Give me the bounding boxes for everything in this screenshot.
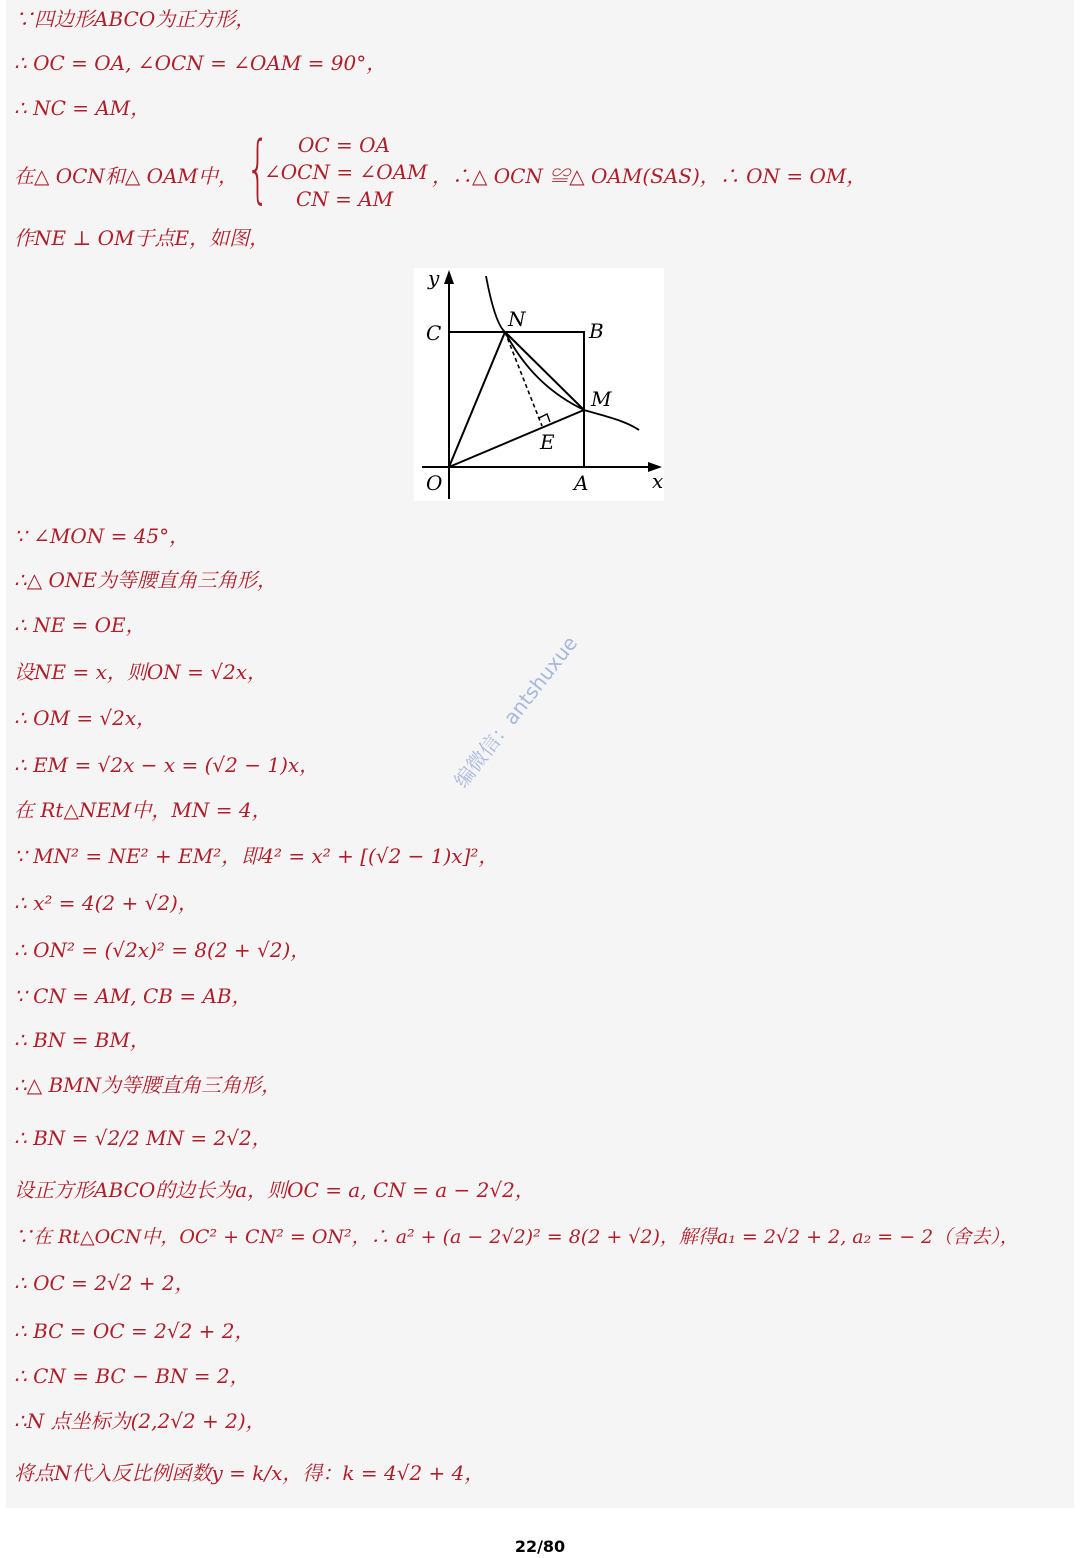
segment-NM bbox=[505, 332, 584, 410]
label-E: E bbox=[540, 430, 555, 454]
label-O: O bbox=[426, 471, 443, 495]
label-y: y bbox=[428, 268, 440, 290]
line-11: 在 Rt△NEM中，MN = 4， bbox=[14, 798, 272, 822]
watermark: 编微信：antshuxue bbox=[449, 631, 583, 793]
line-3: ∴ NC = AM， bbox=[14, 96, 151, 120]
line-4: 作NE ⊥ OM于点E，如图， bbox=[14, 226, 270, 250]
label-A: A bbox=[574, 471, 589, 495]
hyperbola-curve bbox=[486, 276, 639, 430]
line-7: ∴ NE = OE， bbox=[14, 613, 146, 637]
line-6: ∴△ ONE为等腰直角三角形， bbox=[14, 568, 277, 592]
label-M: M bbox=[591, 387, 612, 411]
segment-NE-dashed bbox=[505, 332, 542, 426]
line-19: 设正方形ABCO的边长为a，则OC = a, CN = a − 2√2， bbox=[14, 1178, 535, 1202]
system-lead: 在△ OCN和△ OAM中， bbox=[14, 164, 238, 188]
line-22: ∴ BC = OC = 2√2 + 2， bbox=[14, 1319, 255, 1343]
congruence-system bbox=[14, 126, 1074, 213]
line-17: ∴△ BMN为等腰直角三角形， bbox=[14, 1073, 282, 1097]
system-brace: { bbox=[246, 126, 270, 212]
line-25: 将点N代入反比例函数y = k/x，得：k = 4√2 + 4， bbox=[14, 1461, 485, 1485]
right-angle-mark bbox=[539, 414, 550, 422]
line-14: ∴ ON² = (√2x)² = 8(2 + √2)， bbox=[14, 938, 311, 962]
y-axis-arrow bbox=[444, 270, 454, 284]
line-23: ∴ CN = BC − BN = 2， bbox=[14, 1364, 250, 1388]
geometry-figure bbox=[414, 268, 664, 501]
line-5: ∵ ∠MON = 45°， bbox=[14, 524, 190, 548]
line-12: ∵ MN² = NE² + EM²，即4² = x² + [(√2 − 1)x]²， bbox=[14, 844, 499, 868]
line-18: ∴ BN = √2/2 MN = 2√2， bbox=[14, 1126, 272, 1150]
line-16: ∴ BN = BM， bbox=[14, 1028, 150, 1052]
label-B: B bbox=[589, 319, 604, 343]
document-page bbox=[6, 0, 1074, 1508]
line-2: ∴ OC = OA, ∠OCN = ∠OAM = 90°， bbox=[14, 51, 387, 75]
line-20: ∵在 Rt△OCN中，OC² + CN² = ON²，∴ a² + (a − 2√2)² = 8(2 + √2)，解得a₁ = 2√2 + 2, a₂ = − 2（舍去）， bbox=[14, 1226, 1019, 1248]
system-row-2: ∠OCN = ∠OAM bbox=[264, 160, 428, 184]
line-10: ∴ EM = √2x − x = (√2 − 1)x， bbox=[14, 753, 320, 777]
system-tail: ，∴△ OCN ≌△ OAM(SAS)，∴ ON = OM， bbox=[432, 164, 867, 188]
line-15: ∵ CN = AM, CB = AB， bbox=[14, 984, 252, 1008]
figure-svg bbox=[414, 268, 664, 501]
page-number: 22/80 bbox=[514, 1537, 566, 1556]
line-21: ∴ OC = 2√2 + 2， bbox=[14, 1271, 195, 1295]
line-24: ∴N 点坐标为(2,2√2 + 2)， bbox=[14, 1409, 266, 1433]
line-1: ∵四边形ABCO为正方形， bbox=[14, 7, 256, 31]
line-13: ∴ x² = 4(2 + √2)， bbox=[14, 891, 198, 915]
system-row-1: OC = OA bbox=[298, 133, 391, 157]
label-C: C bbox=[426, 321, 442, 345]
label-N: N bbox=[508, 307, 526, 331]
line-9: ∴ OM = √2x， bbox=[14, 706, 157, 730]
line-8: 设NE = x，则ON = √2x， bbox=[14, 660, 267, 684]
label-x: x bbox=[652, 469, 664, 493]
system-row-3: CN = AM bbox=[296, 187, 394, 211]
